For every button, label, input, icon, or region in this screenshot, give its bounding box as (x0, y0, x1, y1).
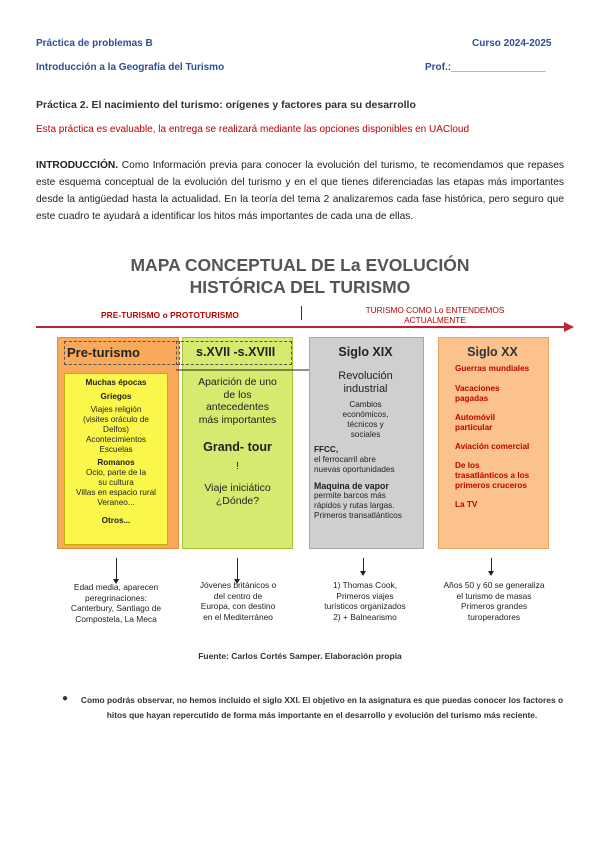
down-arrow (237, 558, 238, 580)
text-line: Canterbury, Santiago de (70, 603, 162, 613)
text-line: el turismo de masas (456, 590, 532, 601)
list-item: Villas en espacio rural (76, 488, 156, 497)
text-line: Años 50 y 60 se generaliza (443, 580, 545, 590)
list-item: su cultura (98, 478, 134, 487)
list-item: De los (455, 461, 480, 470)
intro-paragraph (36, 157, 564, 225)
list-item: Vacaciones (455, 384, 500, 393)
intro-text: Como Información previa para conocer la evolución del turismo, te recomendamos que repases este esquema conceptual de la evolución del turismo y en el que tienes diferenciadas las etapas más importantes desde la antigüedad hasta la actualidad. En la teoría del tema 2 analizaremos cada fase histórica, pero seguro que este cuadro te ayudará a identificar los hitos más importantes de cada una de ellas. (36, 160, 564, 222)
century-19-heading: Siglo XIX (338, 345, 393, 359)
timeline-divider (301, 306, 302, 320)
century-19-note (306, 580, 424, 622)
down-arrow (491, 558, 492, 572)
course-title: Práctica de problemas B (36, 38, 153, 49)
text-line: antecedentes (205, 401, 270, 413)
text-line: 1) Thomas Cook, (332, 580, 398, 590)
text-line: en el Mediterráneo (203, 611, 273, 622)
pre-tourism-note (52, 582, 180, 624)
intro-label: INTRODUCCIÓN. (36, 160, 119, 171)
text-line: Maquina de vapor (314, 481, 389, 491)
evaluable-note: Esta práctica es evaluable, la entrega se realizará mediante las opciones disponibles en UACloud (36, 124, 470, 135)
down-arrow (363, 558, 364, 572)
century-20-list (455, 364, 545, 510)
century-17-18-note (182, 580, 294, 622)
text-line: Cambios (349, 400, 382, 409)
text-line: FFCC, (314, 445, 339, 454)
century-20-note (430, 580, 558, 622)
text-line: Compostela, La Meca (75, 613, 157, 624)
list-item: Otros... (101, 516, 131, 525)
list-item: Guerras mundiales (455, 364, 530, 373)
text-line: sociales (350, 430, 381, 439)
text-line: ¿Dónde? (215, 494, 260, 507)
text-line: de los (223, 388, 252, 401)
text-line: Primeros transatlánticos (314, 511, 402, 520)
text-line: Europa, con destino (200, 601, 276, 611)
text-line: permite barcos más (314, 491, 386, 500)
pre-tourism-list (64, 373, 168, 545)
list-item: particular (455, 423, 493, 432)
list-item: Griegos (100, 392, 132, 401)
list-item: Viajes religión (90, 405, 142, 414)
list-item: Escuelas (99, 445, 133, 454)
down-arrow (116, 558, 117, 580)
text-line: económicos, (342, 410, 389, 419)
text-line: del centro de (213, 590, 263, 601)
map-title-line1: MAPA CONCEPTUAL DE La EVOLUCIÓN (130, 255, 470, 275)
list-item: primeros cruceros (455, 481, 527, 490)
subject-title: Introducción a la Geografía del Turismo (36, 62, 225, 73)
text-line: rápidos y rutas largas. (314, 501, 395, 510)
practice-title: Práctica 2. El nacimiento del turismo: orígenes y factores para su desarrollo (36, 99, 416, 111)
text-line: más importantes (198, 413, 277, 426)
century-17-18-heading: s.XVII -s.XVIII (196, 345, 276, 359)
modern-label-line2: ACTUALMENTE (404, 315, 466, 325)
source-note: Fuente: Carlos Cortés Samper. Elaboración propia (198, 651, 402, 661)
list-item: Automóvil (455, 413, 496, 422)
text-line: técnicos y (347, 420, 384, 429)
list-item: Ocio, parte de la (85, 468, 147, 477)
century-17-18-text (182, 376, 293, 507)
text-line: Edad media, aparecen (73, 582, 159, 592)
text-line: Primeros grandes (460, 601, 528, 611)
text-line: nuevas oportunidades (314, 465, 395, 474)
list-item: Acontecimientos (85, 435, 147, 444)
text-line: Jóvenes británicos o (199, 580, 277, 590)
text-line: peregrinaciones: (85, 592, 147, 603)
course-year: Curso 2024-2025 (472, 38, 552, 49)
list-item: Aviación comercial (455, 442, 530, 451)
map-title-line2: HISTÓRICA DEL TURISMO (189, 277, 411, 297)
pre-tourism-label: PRE-TURISMO o PROTOTURISMO (101, 310, 239, 320)
bullet-icon: ● (62, 693, 69, 704)
text-line: industrial (343, 383, 388, 395)
list-item: La TV (455, 500, 478, 509)
list-item: Veraneo... (97, 498, 135, 507)
list-item: (visites oráculo de (83, 415, 149, 424)
text-line: Revolución (338, 370, 393, 382)
list-item: trasatlánticos a los (455, 471, 530, 480)
bullet-text: Como podrás observar, no hemos incluido el siglo XXI. El objetivo en la asignatura es que puedas conocer los factores o hitos que hayan repercutido de forma más importante en el desarrollo y evolución del turismo más reciente. (80, 695, 564, 720)
list-item: Muchas épocas (85, 378, 147, 387)
text-line: el ferrocarril abre (314, 455, 376, 464)
timeline-arrow (36, 321, 574, 333)
text-line: Primeros viajes (336, 590, 394, 601)
text-line: ! (236, 459, 239, 472)
text-line: Aparición de uno (198, 376, 277, 388)
list-item: Romanos (97, 458, 135, 467)
text-line: 2) + Balnearismo (333, 611, 397, 622)
list-item: pagadas (455, 394, 489, 403)
text-line: turoperadores (467, 611, 521, 622)
pre-tourism-heading: Pre-turismo (67, 345, 140, 360)
text-line: turísticos organizados (324, 601, 406, 611)
century-20-heading: Siglo XX (467, 345, 518, 359)
century-19-text (309, 370, 422, 521)
text-line: Viaje iniciático (204, 482, 271, 494)
grand-tour-label: Grand- tour (203, 440, 272, 454)
modern-label-line1: TURISMO COMO Lo ENTENDEMOS (365, 305, 505, 315)
list-item: Delfos) (103, 425, 129, 434)
prof-label: Prof.:_________________ (425, 62, 546, 73)
